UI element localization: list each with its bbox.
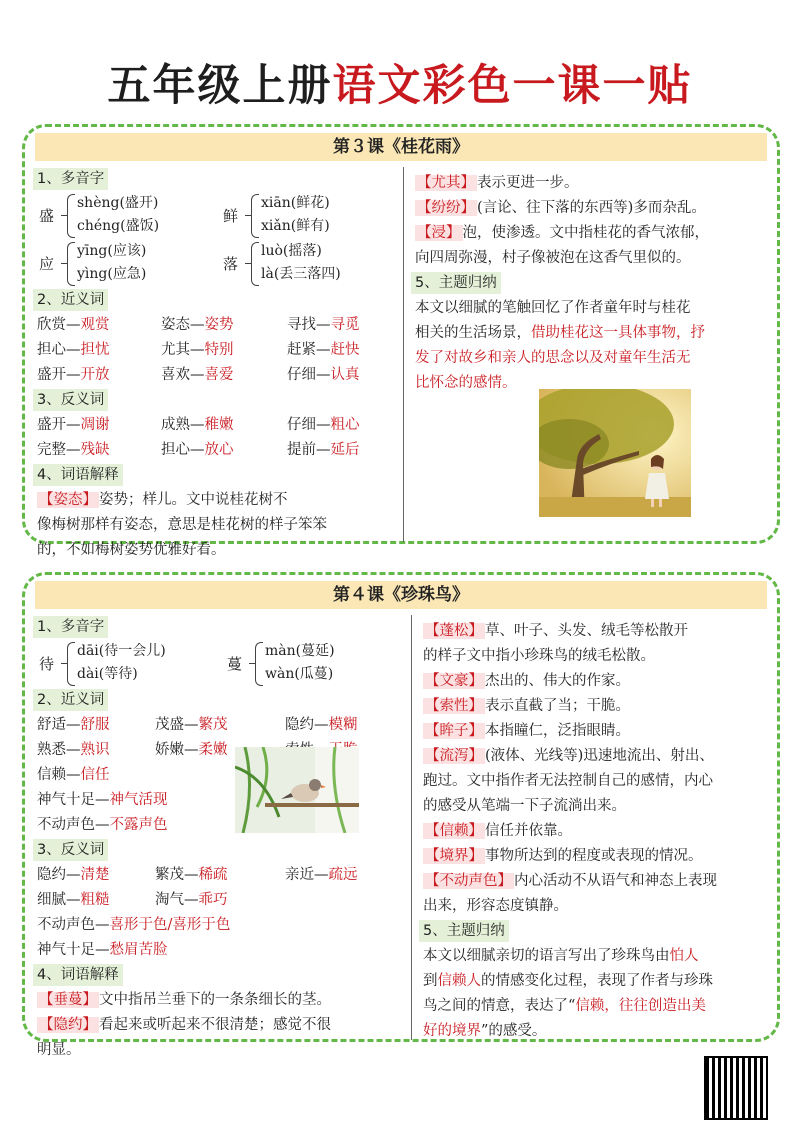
lesson3-right-column xyxy=(415,171,770,396)
polyphone-pair-row xyxy=(37,640,405,688)
word-pair xyxy=(161,363,287,388)
pair-base: 亲近— xyxy=(285,867,329,883)
word-pair xyxy=(287,413,397,438)
pair-base: 神气十足— xyxy=(37,942,110,958)
pinyin-a: shèng(盛开) xyxy=(77,195,159,211)
definition-line: 像梅树那样有姿态，意思是桂花树的样子笨笨 xyxy=(37,517,327,533)
pair-answer: 喜爱 xyxy=(204,367,234,383)
pair-answer: 粗糙 xyxy=(80,892,110,908)
word-pair xyxy=(287,438,397,463)
pair-answer: 放心 xyxy=(204,442,234,458)
pair-base: 盛开— xyxy=(37,417,81,433)
definition: 泡，使渗透。文中指桂花的香气浓郁， xyxy=(462,225,709,241)
pair-base: 提前— xyxy=(287,442,331,458)
pair-answer: 喜形于色/喜形于色 xyxy=(109,917,231,933)
pair-answer: 乖巧 xyxy=(198,892,228,908)
term: 【文豪】 xyxy=(425,673,483,689)
polyphone-char: 应 xyxy=(39,255,55,273)
polyphone-char: 鲜 xyxy=(223,207,239,225)
word-pair-row xyxy=(37,913,405,938)
lesson4-right-column xyxy=(423,619,773,1044)
brace xyxy=(67,242,75,286)
definition: 文中指吊兰垂下的一条条细长的茎。 xyxy=(99,992,331,1008)
word-pair xyxy=(287,363,397,388)
word-pair-row xyxy=(37,713,405,738)
polyphone-char: 蔓 xyxy=(227,655,243,673)
pair-answer: 赶快 xyxy=(330,342,360,358)
section-synonyms: 2、近义词 xyxy=(33,289,108,311)
word-pair xyxy=(155,888,285,913)
definition: 看起来或听起来不很清楚；感觉不很 xyxy=(99,1017,331,1033)
antonym-list xyxy=(37,413,397,463)
term: 【眸子】 xyxy=(425,723,483,739)
word-pair xyxy=(155,713,285,738)
pair-answer: 模糊 xyxy=(328,717,358,733)
definition: 内心活动不从语气和神态上表现 xyxy=(514,873,717,889)
polyphone-pair-row xyxy=(37,192,397,240)
term: 【纷纷】 xyxy=(417,200,475,216)
definition: (言论、往下落的东西等)多而杂乱。 xyxy=(477,200,706,216)
section-synonyms: 2、近义词 xyxy=(33,689,108,711)
section-antonyms: 3、反义词 xyxy=(33,839,108,861)
theme-text: 鸟之间的情意，表达了“ xyxy=(423,998,576,1014)
pair-base: 神气十足— xyxy=(37,792,110,808)
pair-base: 不动声色— xyxy=(37,817,110,833)
word-pair xyxy=(37,713,155,738)
definition: 表示直截了当；干脆。 xyxy=(485,698,630,714)
theme-highlight: 怕人 xyxy=(669,948,699,964)
definition-line: 的样子文中指小珍珠鸟的绒毛松散。 xyxy=(423,648,655,664)
antonym-list xyxy=(37,863,405,913)
definition: (液体、光线等)迅速地流出、射出、 xyxy=(485,748,714,764)
definition: 本指瞳仁，泛指眼睛。 xyxy=(485,723,630,739)
word-pair-row xyxy=(37,413,397,438)
pair-base: 仔细— xyxy=(287,367,331,383)
word-pair xyxy=(161,313,287,338)
word-pair xyxy=(37,338,161,363)
term: 【索性】 xyxy=(425,698,483,714)
section-polyphones: 1、多音字 xyxy=(33,616,108,638)
word-pair xyxy=(161,338,287,363)
section-polyphones: 1、多音字 xyxy=(33,168,108,190)
section-antonyms: 3、反义词 xyxy=(33,389,108,411)
pinyin-b: wàn(瓜蔓) xyxy=(265,666,334,682)
pair-base: 担心— xyxy=(37,342,81,358)
brace xyxy=(255,642,263,686)
definition-line: 出来，形容态度镇静。 xyxy=(423,898,568,914)
word-pair xyxy=(37,863,155,888)
pinyin-a: xiān(鲜花) xyxy=(261,195,330,211)
section-theme: 5、主题归纳 xyxy=(411,272,501,294)
lesson3-heading: 第３课《桂花雨》 xyxy=(35,133,767,161)
pair-answer: 残缺 xyxy=(80,442,110,458)
word-pair-row xyxy=(37,863,405,888)
pair-base: 细腻— xyxy=(37,892,81,908)
pinyin-b: dài(等待) xyxy=(77,666,138,682)
definition-line: 向四周弥漫，村子像被泡在这香气里似的。 xyxy=(415,250,691,266)
lesson4-card xyxy=(22,572,780,1058)
definition: 姿势；样儿。文中说桂花树不 xyxy=(99,492,288,508)
qr-code xyxy=(704,1056,768,1120)
pair-base: 仔细— xyxy=(287,417,331,433)
polyphone-pair-row xyxy=(37,240,397,288)
pair-answer: 柔嫩 xyxy=(198,742,228,758)
definition: 草、叶子、头发、绒毛等松散开 xyxy=(485,623,688,639)
column-divider xyxy=(403,167,404,542)
pair-base: 成熟— xyxy=(161,417,205,433)
theme-highlight: 好的境界 xyxy=(423,1023,481,1039)
pair-answer: 熟识 xyxy=(80,742,110,758)
pair-answer: 姿势 xyxy=(204,317,234,333)
theme-highlight: 信赖，往往创造出美 xyxy=(575,998,706,1014)
definition: 杰出的、伟大的作家。 xyxy=(485,673,630,689)
pair-answer: 开放 xyxy=(80,367,110,383)
term: 【尤其】 xyxy=(417,175,475,191)
pair-base: 尤其— xyxy=(161,342,205,358)
word-pair-row xyxy=(37,438,397,463)
word-pair xyxy=(161,438,287,463)
pair-base: 盛开— xyxy=(37,367,81,383)
term: 【不动声色】 xyxy=(425,873,512,889)
pair-answer: 不露声色 xyxy=(109,817,168,833)
theme-line: 本文以细腻的笔触回忆了作者童年时与桂花 xyxy=(415,300,691,316)
word-pair xyxy=(37,738,155,763)
word-pair xyxy=(287,313,397,338)
pair-answer: 认真 xyxy=(330,367,360,383)
theme-highlight: 发了对故乡和亲人的思念以及对童年生活无 xyxy=(415,350,691,366)
word-pair xyxy=(37,363,161,388)
column-divider xyxy=(411,615,412,1040)
word-pair xyxy=(37,313,161,338)
pair-base: 寻找— xyxy=(287,317,331,333)
section-definitions: 4、词语解释 xyxy=(33,464,123,486)
pinyin-b: là(丢三落四) xyxy=(261,266,341,282)
pair-answer: 延后 xyxy=(330,442,360,458)
word-pair xyxy=(155,863,285,888)
theme-text: 相关的生活场景， xyxy=(415,325,531,341)
term: 【信赖】 xyxy=(425,823,483,839)
term: 【境界】 xyxy=(425,848,483,864)
pair-answer: 粗心 xyxy=(330,417,360,433)
lesson3-left-column xyxy=(37,167,397,563)
word-pair-row xyxy=(37,338,397,363)
pair-base: 担心— xyxy=(161,442,205,458)
word-pair xyxy=(161,413,287,438)
brace xyxy=(251,194,259,238)
definition-line: 跑过。文中指作者无法控制自己的感情，内心 xyxy=(423,773,713,789)
theme-text: 到 xyxy=(423,973,438,989)
brace xyxy=(251,242,259,286)
pair-base: 繁茂— xyxy=(155,867,199,883)
pair-base: 淘气— xyxy=(155,892,199,908)
theme-highlight: 借助桂花这一具体事物，抒 xyxy=(531,325,705,341)
brace xyxy=(67,642,75,686)
pinyin-b: chéng(盛饭) xyxy=(77,218,160,234)
pair-base: 喜欢— xyxy=(161,367,205,383)
pinyin-b: yìng(应急) xyxy=(77,266,147,282)
section-definitions: 4、词语解释 xyxy=(33,964,123,986)
pair-base: 完整— xyxy=(37,442,81,458)
title-part1: 五年级上册 xyxy=(107,61,333,111)
theme-highlight: 比怀念的感情。 xyxy=(415,375,517,391)
word-pair-row xyxy=(37,313,397,338)
term: 【隐约】 xyxy=(39,1017,97,1033)
theme-highlight: 信赖人 xyxy=(437,973,481,989)
synonym-list xyxy=(37,313,397,388)
polyphone-char: 盛 xyxy=(39,207,55,225)
pair-answer: 特别 xyxy=(204,342,234,358)
pair-answer: 愁眉苦脸 xyxy=(109,942,168,958)
pinyin-a: yīng(应该) xyxy=(77,243,147,259)
pinyin-a: dāi(待一会儿) xyxy=(77,643,166,659)
section-theme: 5、主题归纳 xyxy=(419,920,509,942)
pair-answer: 信任 xyxy=(80,767,110,783)
term: 【浸】 xyxy=(417,225,461,241)
pinyin-a: màn(蔓延) xyxy=(265,643,335,659)
pair-answer: 稀疏 xyxy=(198,867,228,883)
word-pair-row xyxy=(37,888,405,913)
definition: 表示更进一步。 xyxy=(477,175,579,191)
pair-base: 隐约— xyxy=(37,867,81,883)
pair-answer: 繁茂 xyxy=(198,717,228,733)
pair-base: 不动声色— xyxy=(37,917,110,933)
pair-answer: 寻觅 xyxy=(330,317,360,333)
definition-line: 的，不如梅树姿势优雅好看。 xyxy=(37,542,226,558)
pinyin-a: luò(摇落) xyxy=(261,243,322,259)
pearl-bird-plant-illustration xyxy=(235,747,359,833)
term: 【蓬松】 xyxy=(425,623,483,639)
pair-base: 茂盛— xyxy=(155,717,199,733)
theme-text: 的情感变化过程，表现了作者与珍珠 xyxy=(481,973,713,989)
word-pair xyxy=(37,438,161,463)
pinyin-b: xiǎn(鲜有) xyxy=(261,218,330,234)
word-pair xyxy=(285,713,405,738)
definition: 信任并依靠。 xyxy=(485,823,572,839)
pair-answer: 观赏 xyxy=(80,317,110,333)
pair-base: 信赖— xyxy=(37,767,81,783)
pair-base: 姿态— xyxy=(161,317,205,333)
word-pair xyxy=(287,338,397,363)
title-part2: 语文彩色一课一贴 xyxy=(332,61,693,111)
lesson3-card xyxy=(22,124,780,558)
theme-text: 本文以细腻亲切的语言写出了珍珠鸟由 xyxy=(423,948,670,964)
pair-base: 欣赏— xyxy=(37,317,81,333)
page-title xyxy=(0,52,800,113)
term: 【垂蔓】 xyxy=(39,992,97,1008)
pair-answer: 疏远 xyxy=(328,867,358,883)
pair-answer: 清楚 xyxy=(80,867,110,883)
brace xyxy=(67,194,75,238)
lesson4-heading: 第４课《珍珠鸟》 xyxy=(35,581,767,609)
pair-base: 赶紧— xyxy=(287,342,331,358)
word-pair xyxy=(37,888,155,913)
pair-answer: 担忧 xyxy=(80,342,110,358)
word-pair xyxy=(37,413,161,438)
word-pair xyxy=(285,863,405,888)
theme-text: ”的感受。 xyxy=(481,1023,547,1039)
polyphone-char: 待 xyxy=(39,655,55,673)
lesson4-left-column xyxy=(37,615,405,1063)
pair-answer: 神气活现 xyxy=(109,792,168,808)
word-pair-row xyxy=(37,363,397,388)
definition-line: 明显。 xyxy=(37,1042,81,1058)
pair-answer: 凋谢 xyxy=(80,417,110,433)
pair-answer: 稚嫩 xyxy=(204,417,234,433)
pair-base: 舒适— xyxy=(37,717,81,733)
pair-answer: 舒服 xyxy=(80,717,110,733)
definition: 事物所达到的程度或表现的情况。 xyxy=(485,848,703,864)
pair-base: 娇嫩— xyxy=(155,742,199,758)
osmanthus-tree-girl-illustration xyxy=(539,389,691,517)
antonym-list-extra xyxy=(37,913,405,963)
pair-base: 熟悉— xyxy=(37,742,81,758)
term: 【姿态】 xyxy=(39,492,97,508)
polyphone-char: 落 xyxy=(223,255,239,273)
pair-base: 隐约— xyxy=(285,717,329,733)
word-pair-row xyxy=(37,938,405,963)
definition-line: 的感受从笔端一下子流淌出来。 xyxy=(423,798,626,814)
term: 【流泻】 xyxy=(425,748,483,764)
